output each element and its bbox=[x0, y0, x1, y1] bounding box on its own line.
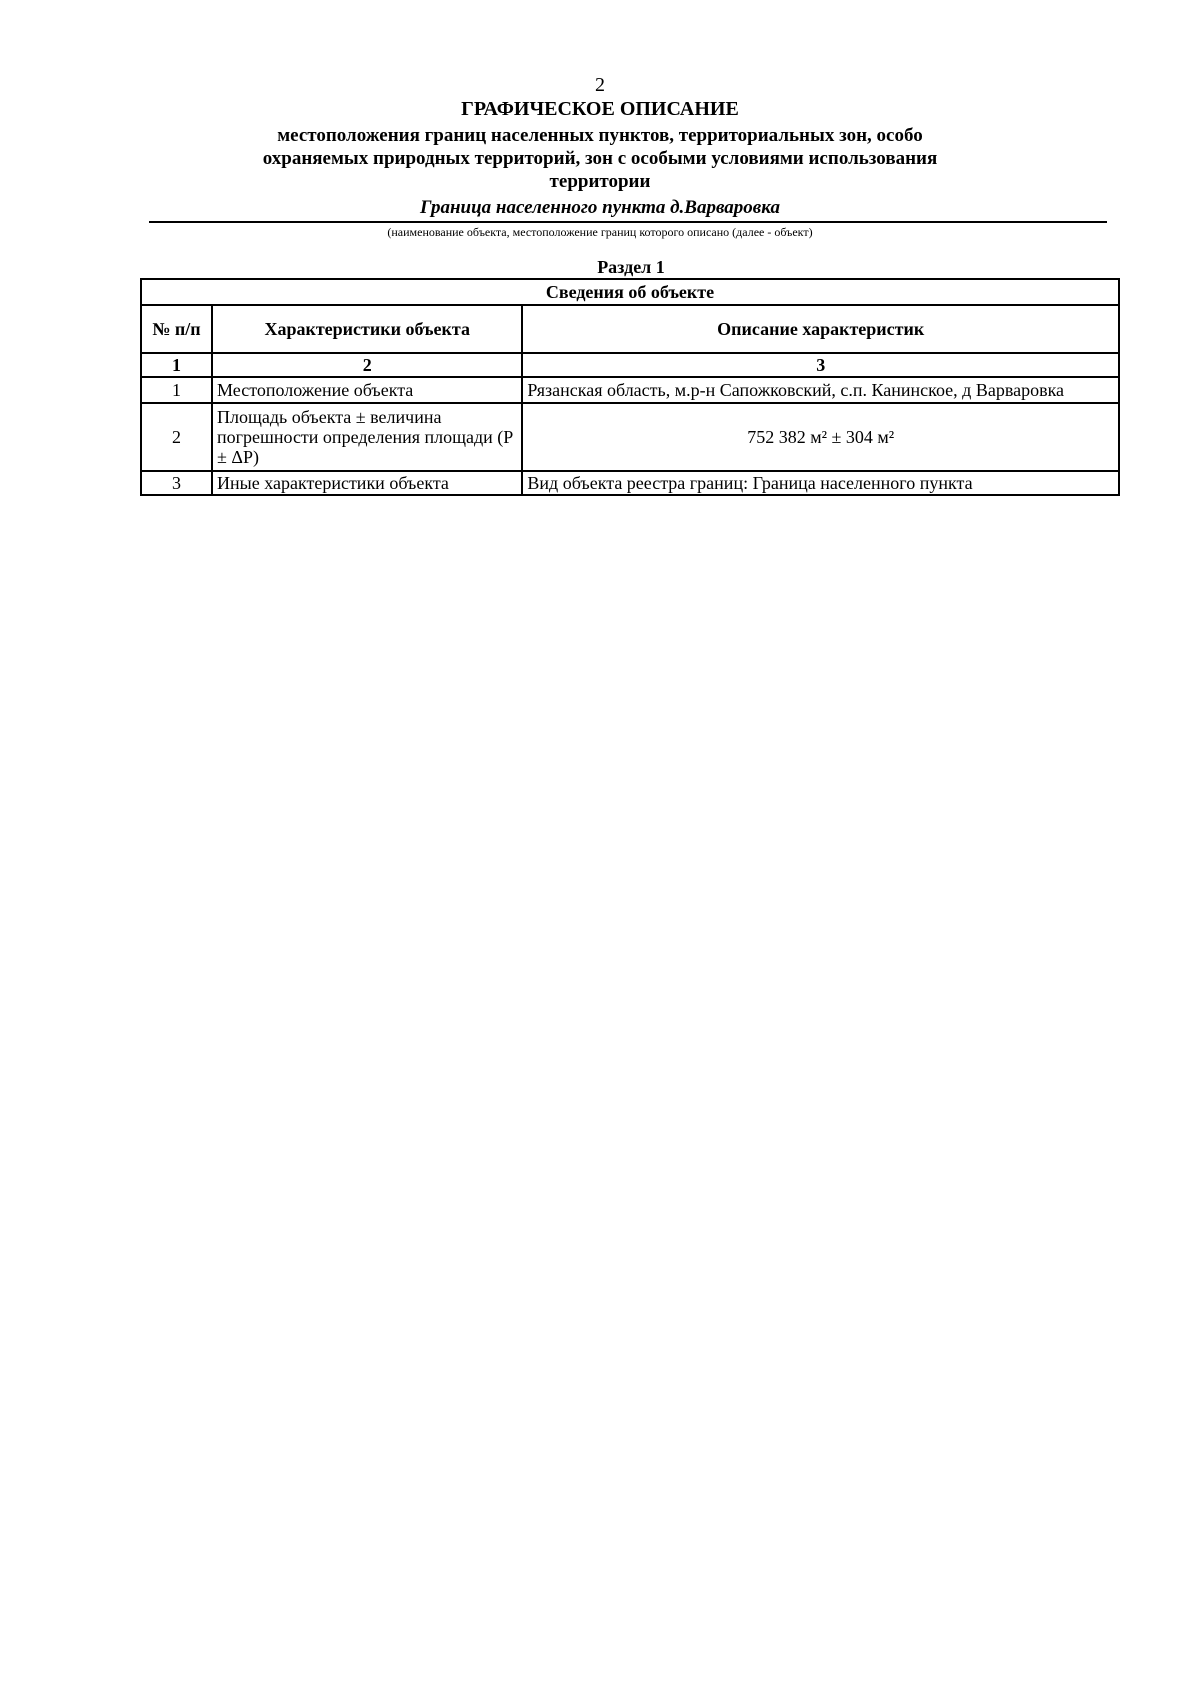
row-num: 2 bbox=[141, 403, 212, 471]
object-name: Граница населенного пункта д.Варваровка bbox=[420, 197, 780, 218]
table-row bbox=[141, 403, 1119, 471]
column-index: 1 bbox=[141, 353, 212, 377]
table-caption-row bbox=[141, 279, 1119, 305]
table-row bbox=[141, 471, 1119, 495]
document-title: ГРАФИЧЕСКОЕ ОПИСАНИЕ bbox=[461, 98, 739, 120]
column-index-row bbox=[141, 353, 1119, 377]
table-header-row bbox=[141, 305, 1119, 353]
header-description: Описание характеристик bbox=[522, 305, 1119, 353]
column-index: 3 bbox=[522, 353, 1119, 377]
row-characteristic: Местоположение объекта bbox=[212, 377, 522, 403]
object-caption: (наименование объекта, местоположение границ которого описано (далее - объект) bbox=[387, 225, 813, 239]
row-num: 1 bbox=[141, 377, 212, 403]
row-description: Рязанская область, м.р-н Сапожковский, с.п. Канинское, д Варваровка bbox=[522, 377, 1119, 403]
row-description: 752 382 м² ± 304 м² bbox=[522, 403, 1119, 471]
object-name-underline bbox=[149, 221, 1107, 223]
header-num: № п/п bbox=[141, 305, 212, 353]
page-number: 2 bbox=[595, 74, 605, 96]
section-title: Раздел 1 bbox=[597, 257, 665, 277]
object-info-table bbox=[140, 278, 1120, 496]
row-num: 3 bbox=[141, 471, 212, 495]
table-row bbox=[141, 377, 1119, 403]
row-description: Вид объекта реестра границ: Граница населенного пункта bbox=[522, 471, 1119, 495]
column-index: 2 bbox=[212, 353, 522, 377]
row-characteristic: Иные характеристики объекта bbox=[212, 471, 522, 495]
document-subtitle: местоположения границ населенных пунктов, территориальных зон, особо охраняемых природных территорий, зон с особыми условиями использования территории bbox=[262, 125, 938, 192]
row-characteristic: Площадь объекта ± величина погрешности определения площади (P ± ΔP) bbox=[212, 403, 522, 471]
table-caption: Сведения об объекте bbox=[141, 279, 1119, 305]
header-characteristics: Характеристики объекта bbox=[212, 305, 522, 353]
